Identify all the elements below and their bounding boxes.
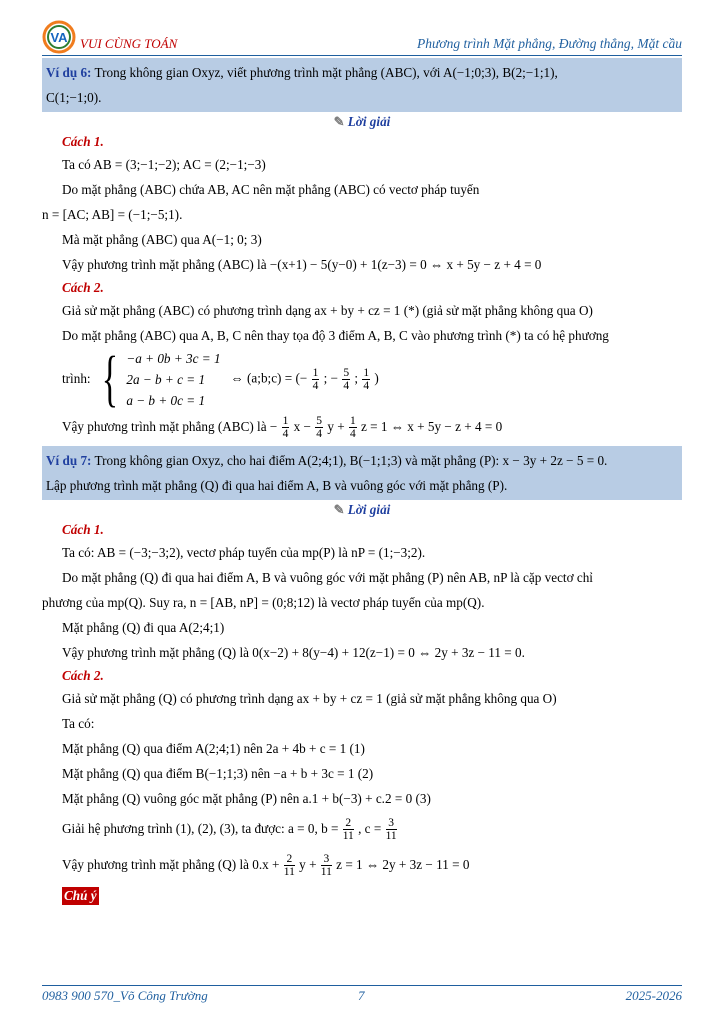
fraction: $\frac{2}{11}$ [283,853,295,879]
trinh-label: trình: [62,371,91,386]
example-7-problem [42,446,682,500]
system-eq-3: a − b + 0c = 1 [126,392,206,408]
footer-divider [42,985,682,986]
example-6-problem [42,58,682,112]
example-7-line2: Lập phương trình mặt phẳng (Q) đi qua hai điểm A, B và vuông góc với mặt phẳng (P). [46,478,508,493]
fraction: $\frac{1}{4}$ [282,415,289,441]
fraction: $\frac{3}{11}$ [320,853,332,879]
example-7-label: Ví dụ 7: [46,453,92,468]
example-6-line1: Trong không gian Oxyz, viết phương trình mặt phẳng (ABC), với A(−1;0;3), B(2;−1;1), [94,65,558,80]
ex6-c2-final: Vậy phương trình mặt phẳng (ABC) là − $\frac{1}{4}$ x − $\frac{5}{4}$ y + $\frac{1}{4}$ z = 1 ⇔ x + 5y − z + 4 = 0 [62,415,503,441]
footer-year: 2025-2026 [625,988,682,1003]
fraction: $\frac{3}{11}$ [385,817,397,843]
ex7-c2-line7: Vậy phương trình mặt phẳng (Q) là 0.x + $\frac{2}{11}$ y + $\frac{3}{11}$ z = 1 ⇔ 2y + 3z − 11 = 0 [62,853,470,879]
system-lines [126,348,220,411]
page-number: 7 [358,988,365,1003]
logo-icon [42,20,76,54]
page-header [42,18,682,54]
ex6-c1-line3: n = [AC; AB] = (−1;−5;1). [42,207,183,222]
system-solution: ⇔ (a;b;c) = (− $\frac{1}{4}$ ; − $\frac{5}{4}$ ; $\frac{1}{4}$ ) [230,366,379,392]
ex6-c1-line2: Do mặt phẳng (ABC) chứa AB, AC nên mặt phẳng (ABC) có vectơ pháp tuyến [62,182,480,197]
ex7-c1-line3: phương của mp(Q). Suy ra, n = [AB, nP] = (0;8;12) là vectơ pháp tuyến của mp(Q). [42,595,485,610]
example-6-line2: C(1;−1;0). [46,90,102,105]
ex7-c1-line5: Vậy phương trình mặt phẳng (Q) là 0(x−2) + 8(y−4) + 12(z−1) = 0 ⇔ 2y + 3z − 11 = 0. [62,645,525,660]
ex7-c1-line4: Mặt phẳng (Q) đi qua A(2;4;1) [62,620,225,635]
ex6-c1-line5: Vậy phương trình mặt phẳng (ABC) là −(x+1) − 5(y−0) + 1(z−3) = 0 ⇔ x + 5y − z + 4 = 0 [62,257,542,272]
ex7-c2-line4: Mặt phẳng (Q) qua điểm B(−1;1;3) nên −a + b + 3c = 1 (2) [62,766,374,781]
method-1-title: Cách 1. [62,522,104,537]
ex6-c1-line4: Mà mặt phẳng (ABC) qua A(−1; 0; 3) [62,232,262,247]
fraction: $\frac{5}{4}$ [343,366,350,392]
example-7-line1: Trong không gian Oxyz, cho hai điểm A(2;4;1), B(−1;1;3) và mặt phẳng (P): x − 3y + 2z − 5 = 0. [94,453,608,468]
ex7-c1-line1: Ta có: AB = (−3;−3;2), vectơ pháp tuyến của mp(P) là nP = (1;−3;2). [62,545,426,560]
solution-heading: ✎ Lời giải [333,114,391,129]
ex6-c2-line2: Do mặt phẳng (ABC) qua A, B, C nên thay tọa độ 3 điểm A, B, C vào phương trình (*) ta có hệ phương [62,328,609,343]
ex7-c2-line5: Mặt phẳng (Q) vuông góc mặt phẳng (P) nên a.1 + b(−3) + c.2 = 0 (3) [62,791,431,806]
ex7-c1-line2: Do mặt phẳng (Q) đi qua hai điểm A, B và vuông góc với mặt phẳng (P) nên AB, nP là cặp vectơ chỉ [62,570,593,585]
method-1-title: Cách 1. [62,134,104,149]
ex7-c2-line3: Mặt phẳng (Q) qua điểm A(2;4;1) nên 2a + 4b + c = 1 (1) [62,741,365,756]
header-divider [42,55,682,56]
system-eq-2: 2a − b + c = 1 [126,371,206,387]
fraction: $\frac{5}{4}$ [316,415,323,441]
brand-name: VUI CÙNG TOÁN [80,36,178,51]
example-6-label: Ví dụ 6: [46,65,92,80]
chapter-title: Phương trình Mặt phẳng, Đường thẳng, Mặt cầu [417,36,682,51]
fraction: $\frac{2}{11}$ [342,817,354,843]
equation-system [42,345,682,413]
pen-icon: ✎ [333,502,345,517]
ex7-c2-line2: Ta có: [62,716,95,731]
method-2-title: Cách 2. [62,280,104,295]
ex7-c2-line1: Giả sử mặt phẳng (Q) có phương trình dạng ax + by + cz = 1 (giả sử mặt phẳng không qua O) [62,691,557,706]
system-eq-1: −a + 0b + 3c = 1 [126,350,221,366]
ex6-c1-line1: Ta có AB = (3;−1;−2); AC = (2;−1;−3) [62,157,266,172]
page-content [42,58,682,905]
svg-text:VA: VA [50,30,68,45]
note-badge: Chú ý [64,888,97,903]
ex7-c2-line6: Giải hệ phương trình (1), (2), (3), ta được: a = 0, b = $\frac{2}{11}$ , c = $\frac{3}{11}$ [62,817,397,843]
ex6-c2-line1: Giả sử mặt phẳng (ABC) có phương trình dạng ax + by + cz = 1 (*) (giả sử mặt phẳng không qua O) [62,303,593,318]
footer-author: 0983 900 570_Võ Công Trường [42,988,208,1003]
fraction: $\frac{1}{4}$ [363,366,370,392]
fraction: $\frac{1}{4}$ [349,415,356,441]
pen-icon: ✎ [333,114,345,129]
method-2-title: Cách 2. [62,668,104,683]
fraction: $\frac{1}{4}$ [312,366,319,392]
left-brace: { [101,345,118,413]
solution-heading: ✎ Lời giải [333,502,391,517]
